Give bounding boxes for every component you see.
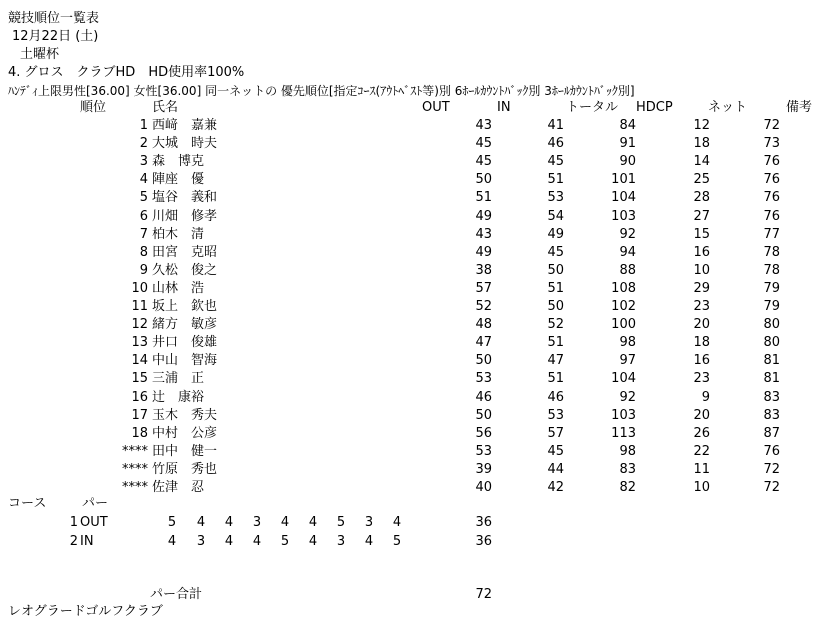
cell-net: 72 — [763, 461, 780, 477]
cell-net: 80 — [763, 335, 780, 351]
cell-net: 72 — [763, 118, 780, 133]
cell-out: 47 — [475, 335, 492, 351]
cell-total: 91 — [619, 136, 636, 152]
hole-par: 4 — [280, 515, 290, 530]
club-name: レオグラードゴルフクラブ — [8, 604, 163, 619]
cell-out: 50 — [475, 407, 492, 423]
cell-hdcp: 28 — [693, 190, 710, 206]
cell-in: 44 — [547, 461, 564, 477]
report-title: 競技順位一覧表 — [8, 11, 100, 26]
cell-out: 51 — [475, 190, 492, 206]
cell-total: 100 — [611, 317, 636, 333]
cell-name: 中村 公彦 — [152, 425, 218, 441]
hole-par: 5 — [167, 515, 177, 530]
cell-total: 92 — [619, 226, 636, 242]
cell-in: 51 — [547, 335, 564, 351]
cell-rank: 3 — [139, 154, 148, 170]
cell-total: 103 — [611, 208, 636, 224]
cell-in: 41 — [547, 118, 564, 133]
cell-name: 塩谷 義和 — [152, 190, 218, 206]
cell-out: 48 — [475, 317, 492, 333]
cell-hdcp: 11 — [693, 461, 710, 477]
course-label: コース — [8, 496, 47, 511]
cell-in: 51 — [547, 371, 564, 387]
par-total-label: パー合計 — [150, 587, 203, 602]
cell-total: 83 — [619, 461, 636, 477]
cell-total: 104 — [611, 190, 636, 206]
cell-out: 43 — [475, 226, 492, 242]
cell-net: 76 — [763, 208, 780, 224]
cell-name: 森 博克 — [152, 154, 205, 170]
cell-net: 80 — [763, 317, 780, 333]
column-header-out: OUT — [422, 100, 450, 115]
hole-par: 5 — [336, 515, 346, 530]
cell-net: 81 — [763, 353, 780, 369]
cell-hdcp: 18 — [693, 335, 710, 351]
cell-net: 76 — [763, 443, 780, 459]
cell-in: 54 — [547, 208, 564, 224]
cell-in: 49 — [547, 226, 564, 242]
hole-par: 4 — [252, 534, 262, 549]
cell-out: 57 — [475, 280, 492, 296]
cell-net: 79 — [763, 299, 780, 314]
cell-total: 98 — [619, 443, 636, 459]
cell-out: 46 — [475, 389, 492, 405]
hole-par: 4 — [308, 534, 318, 549]
cell-hdcp: 20 — [693, 317, 710, 333]
course-name: IN — [80, 534, 94, 549]
hole-par: 4 — [308, 515, 318, 530]
cell-net: 83 — [763, 389, 780, 405]
cell-rank: 8 — [139, 244, 148, 260]
course-name: OUT — [80, 515, 108, 530]
column-header-hdcp: HDCP — [636, 100, 673, 115]
cell-in: 52 — [547, 317, 564, 333]
cell-total: 90 — [619, 154, 636, 170]
cell-net: 72 — [763, 480, 780, 495]
cell-net: 83 — [763, 407, 780, 423]
cell-out: 49 — [475, 244, 492, 260]
cell-net: 76 — [763, 190, 780, 206]
cell-out: 39 — [475, 461, 492, 477]
cell-rank: **** — [122, 443, 148, 459]
cell-total: 113 — [611, 425, 636, 441]
cell-out: 56 — [475, 425, 492, 441]
cell-in: 53 — [547, 190, 564, 206]
cell-name: 柏木 清 — [152, 226, 205, 242]
cell-rank: 15 — [131, 371, 148, 387]
cell-hdcp: 20 — [693, 407, 710, 423]
cell-rank: 6 — [139, 208, 148, 224]
cell-hdcp: 22 — [693, 443, 710, 459]
hole-par: 4 — [224, 534, 234, 549]
cell-name: 辻 康裕 — [152, 389, 205, 405]
cell-name: 西﨑 嘉兼 — [152, 118, 218, 133]
column-header-total: トータル — [566, 100, 619, 115]
cell-name: 三浦 正 — [152, 371, 205, 387]
cell-rank: 13 — [131, 335, 148, 351]
cell-name: 佐津 忍 — [152, 480, 205, 495]
cell-rank: 12 — [131, 317, 148, 333]
hole-par: 5 — [392, 534, 402, 549]
hole-par: 4 — [392, 515, 402, 530]
par-total-value: 72 — [475, 587, 492, 602]
column-header-name: 氏名 — [152, 100, 179, 115]
course-par-total: 36 — [475, 515, 492, 530]
cell-name: 中山 智海 — [152, 353, 218, 369]
cell-in: 51 — [547, 172, 564, 188]
cell-hdcp: 10 — [693, 480, 710, 495]
cell-net: 78 — [763, 244, 780, 260]
cell-hdcp: 15 — [693, 226, 710, 242]
cell-total: 108 — [611, 280, 636, 296]
cell-total: 82 — [619, 480, 636, 495]
cell-rank: 7 — [139, 226, 148, 242]
cell-out: 38 — [475, 262, 492, 278]
cell-out: 45 — [475, 154, 492, 170]
cell-out: 50 — [475, 353, 492, 369]
cell-out: 53 — [475, 443, 492, 459]
cell-rank: 16 — [131, 389, 148, 405]
cell-name: 川畑 修孝 — [152, 208, 218, 224]
cell-name: 田中 健一 — [152, 443, 218, 459]
cell-rank: 18 — [131, 425, 148, 441]
cell-hdcp: 16 — [693, 244, 710, 260]
hole-par: 4 — [167, 534, 177, 549]
cell-rank: 17 — [131, 407, 148, 423]
column-header-net: ネット — [708, 100, 748, 115]
course-number: 2 — [69, 534, 78, 549]
cell-net: 73 — [763, 136, 780, 152]
cell-out: 43 — [475, 118, 492, 133]
cell-hdcp: 23 — [693, 299, 710, 314]
course-number: 1 — [69, 515, 78, 530]
event-name: 土曜杯 — [20, 47, 60, 62]
cell-in: 53 — [547, 407, 564, 423]
cell-total: 94 — [619, 244, 636, 260]
cell-in: 51 — [547, 280, 564, 296]
cell-rank: 2 — [139, 136, 148, 152]
hole-par: 4 — [364, 534, 374, 549]
course-par-total: 36 — [475, 534, 492, 549]
cell-rank: 10 — [131, 280, 148, 296]
cell-in: 46 — [547, 136, 564, 152]
cell-name: 井口 俊雄 — [152, 335, 218, 351]
cell-hdcp: 29 — [693, 280, 710, 296]
cell-out: 40 — [475, 480, 492, 495]
cell-rank: **** — [122, 461, 148, 477]
hole-par: 3 — [252, 515, 262, 530]
column-header-rank: 順位 — [80, 100, 107, 115]
par-label: パー — [82, 496, 109, 511]
cell-in: 45 — [547, 443, 564, 459]
cell-net: 76 — [763, 154, 780, 170]
cell-rank: 14 — [131, 353, 148, 369]
cell-net: 76 — [763, 172, 780, 188]
cell-total: 103 — [611, 407, 636, 423]
cell-out: 50 — [475, 172, 492, 188]
hole-par: 3 — [336, 534, 346, 549]
cell-in: 42 — [547, 480, 564, 495]
column-header-remarks: 備考 — [786, 100, 813, 115]
cell-in: 45 — [547, 244, 564, 260]
cell-rank: **** — [122, 480, 148, 495]
cell-out: 52 — [475, 299, 492, 314]
cell-name: 田宮 克昭 — [152, 244, 218, 260]
cell-hdcp: 27 — [693, 208, 710, 224]
column-header-in: IN — [497, 100, 511, 115]
cell-hdcp: 16 — [693, 353, 710, 369]
cell-in: 50 — [547, 262, 564, 278]
cell-name: 山林 浩 — [152, 280, 205, 296]
cell-hdcp: 26 — [693, 425, 710, 441]
cell-hdcp: 9 — [701, 389, 710, 405]
cell-hdcp: 23 — [693, 371, 710, 387]
hole-par: 3 — [364, 515, 374, 530]
cell-out: 45 — [475, 136, 492, 152]
hole-par: 5 — [280, 534, 290, 549]
cell-in: 47 — [547, 353, 564, 369]
cell-net: 79 — [763, 280, 780, 296]
cell-total: 88 — [619, 262, 636, 278]
cell-name: 陣座 優 — [152, 172, 205, 188]
cell-name: 玉木 秀夫 — [152, 407, 218, 423]
cell-total: 104 — [611, 371, 636, 387]
cell-total: 102 — [611, 299, 636, 314]
cell-name: 竹原 秀也 — [152, 461, 218, 477]
cell-hdcp: 12 — [693, 118, 710, 133]
cell-net: 77 — [763, 226, 780, 242]
event-date: 12月22日 (土) — [12, 29, 99, 44]
cell-total: 92 — [619, 389, 636, 405]
cell-name: 大城 時夫 — [152, 136, 218, 152]
cell-in: 57 — [547, 425, 564, 441]
cell-hdcp: 10 — [693, 262, 710, 278]
cell-total: 84 — [619, 118, 636, 133]
hole-par: 4 — [224, 515, 234, 530]
cell-in: 50 — [547, 299, 564, 314]
cell-hdcp: 25 — [693, 172, 710, 188]
cell-net: 81 — [763, 371, 780, 387]
cell-total: 97 — [619, 353, 636, 369]
hole-par: 4 — [196, 515, 206, 530]
hole-par: 3 — [196, 534, 206, 549]
cell-out: 49 — [475, 208, 492, 224]
cell-total: 101 — [611, 172, 636, 188]
cell-name: 緒方 敏彦 — [152, 317, 218, 333]
cell-rank: 5 — [139, 190, 148, 206]
cell-in: 46 — [547, 389, 564, 405]
cell-name: 坂上 欽也 — [152, 299, 218, 314]
cell-total: 98 — [619, 335, 636, 351]
cell-net: 87 — [763, 425, 780, 441]
cell-hdcp: 18 — [693, 136, 710, 152]
cell-out: 53 — [475, 371, 492, 387]
cell-net: 78 — [763, 262, 780, 278]
cell-rank: 1 — [139, 118, 148, 133]
cell-rank: 4 — [139, 172, 148, 188]
cell-name: 久松 俊之 — [152, 262, 218, 278]
handicap-note: ﾊﾝﾃﾞｨ上限男性[36.00] 女性[36.00] 同一ネットの 優先順位[指定ｺｰｽ(ｱｳﾄﾍﾞｽﾄ等)別 6ﾎｰﾙｶｳﾝﾄﾊﾞｯｸ別 3ﾎｰﾙｶｳﾝﾄﾊﾞｯｸ別] — [8, 84, 635, 98]
cell-in: 45 — [547, 154, 564, 170]
cell-hdcp: 14 — [693, 154, 710, 170]
category-line: 4. グロス クラブHD HD使用率100% — [8, 65, 245, 80]
cell-rank: 11 — [131, 299, 148, 314]
cell-rank: 9 — [139, 262, 148, 278]
